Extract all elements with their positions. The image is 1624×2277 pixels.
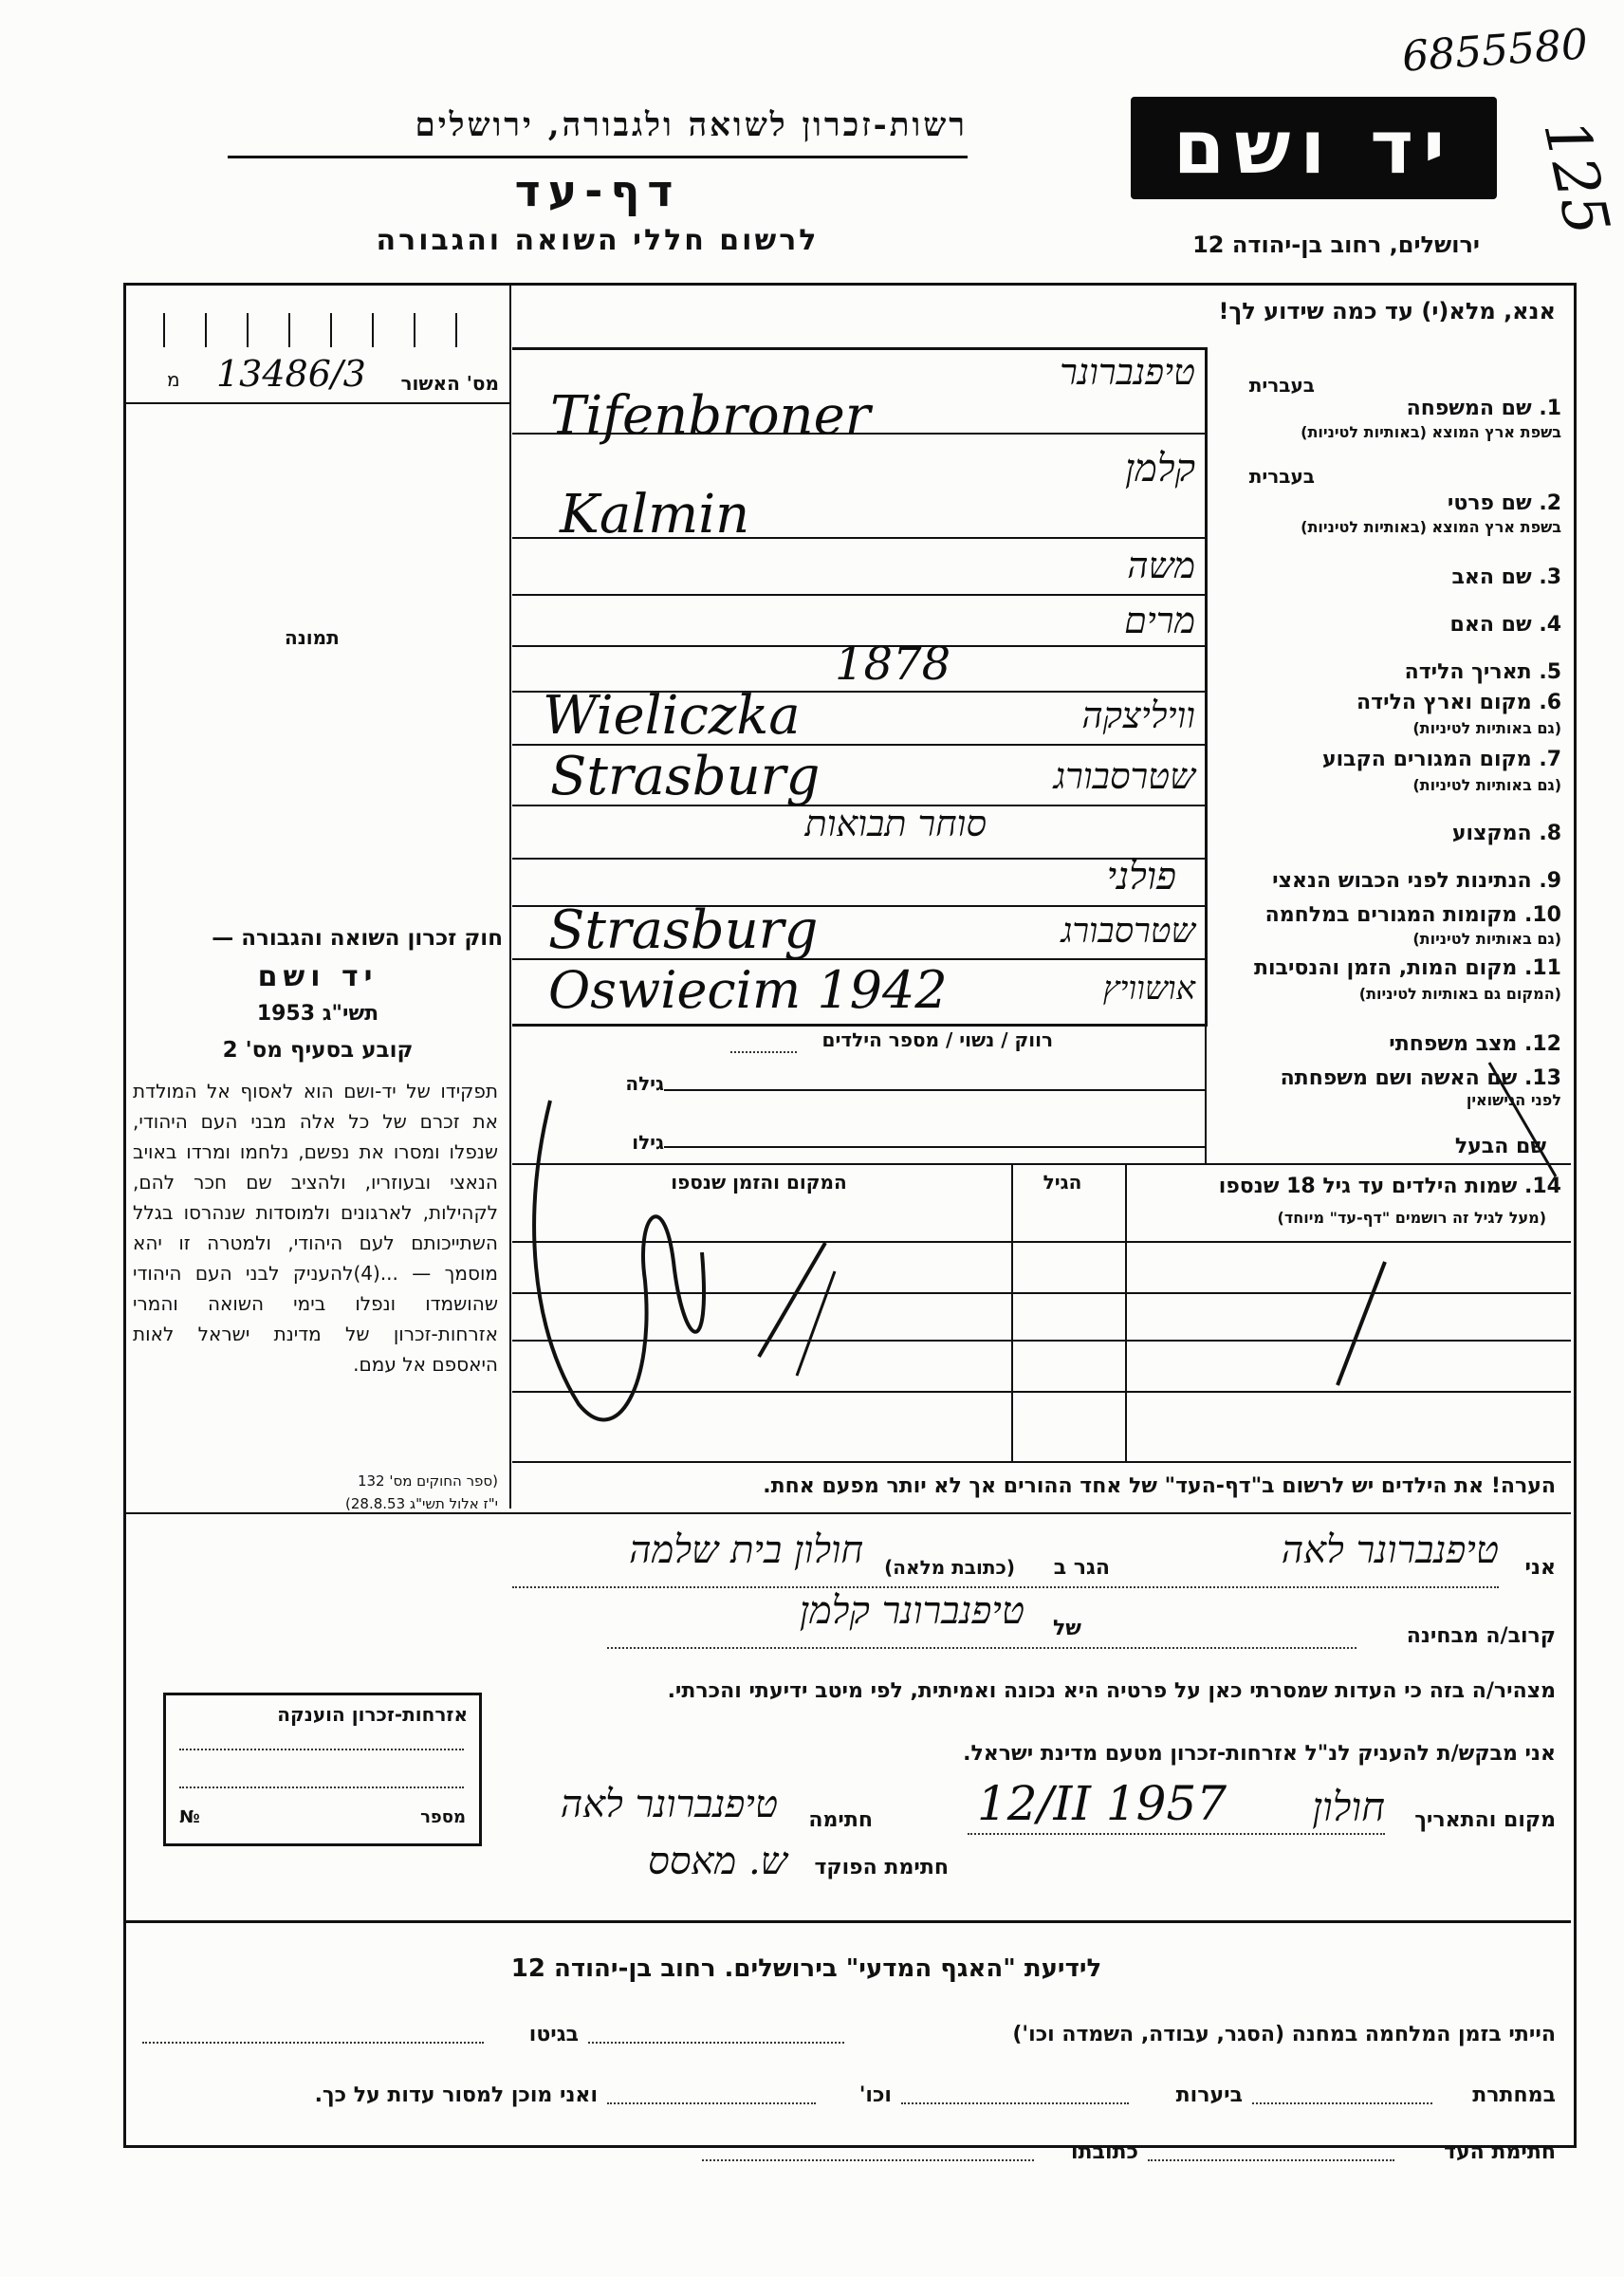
- decl-relation-value: טיפנברונר קלמן: [799, 1589, 1024, 1633]
- cross-out-strokes: [512, 1044, 1571, 1461]
- field-children-label: 14. שמות הילדים עד גיל 18 שנספו: [1218, 1175, 1561, 1198]
- note-text: הערה! את הילדים יש לרשום ב"דף-העד" של אחד ההורים אך לא יותר מפעם אחת.: [763, 1474, 1556, 1498]
- decl-officer-label: חתימת הפוקד: [814, 1856, 949, 1879]
- field-death-sub: (המקום גם באותיות לטיניות): [1358, 985, 1561, 1003]
- decl-statement: מצהיר/ה בזה כי העדות שמסרתי כאן על פרטיה היא נכונה ואמיתית, לפי מיטב ידיעתי והכרתי.: [667, 1679, 1556, 1703]
- footer-title: לידיעת "האגף המדעי" בירושלים. רחוב בן-יהודה 12: [510, 1954, 1102, 1983]
- decl-address-value: חולון בית שלמה: [629, 1528, 863, 1572]
- field-birthplace-latin: Wieliczka: [543, 685, 801, 747]
- memorial-citizenship-stamp: [163, 1693, 482, 1846]
- field-residence-heb: שטרסבורג: [1053, 755, 1195, 797]
- decl-request: אני מבקש/ת להעניק לנ"ל אזרחות-זכרון מטעם מדינת ישראל.: [963, 1742, 1556, 1766]
- field-mother-label: 4. שם האם: [1449, 613, 1561, 637]
- decl-place-value: חולון: [1312, 1784, 1385, 1830]
- decl-name-value: טיפנברונר לאה: [1281, 1528, 1499, 1572]
- authority-line: רשות-זכרון לשואה ולגבורה, ירושלים: [415, 106, 968, 144]
- intro-text: אנא, מלא(י) עד כמה שידוע לך!: [1218, 298, 1556, 324]
- field-marital-options: רווק / נשוי / מספר הילדים: [821, 1028, 1053, 1051]
- law-source-1: (ספר החוקים מס' 132: [357, 1472, 498, 1490]
- field-occupation-value: סוחר תבואות: [804, 803, 987, 844]
- footer-line2-c: וכו': [858, 2083, 892, 2107]
- field-death-latin: Oswiecim 1942: [548, 960, 948, 1020]
- field-firstname-label: 2. שם פרטי: [1447, 491, 1561, 515]
- field-father-label: 3. שם האב: [1451, 565, 1561, 589]
- footer-line1-b: בגיטו: [528, 2023, 579, 2046]
- field-residence-latin: Strasburg: [550, 746, 821, 807]
- record-number-label: מס' האשור: [400, 372, 499, 395]
- law-section: קובע בסעיף מס' 2: [222, 1038, 414, 1063]
- stamp-no: №: [179, 1807, 200, 1827]
- decl-signature-label: חתימה: [808, 1808, 873, 1832]
- footer-line2-a: במחתרת: [1472, 2083, 1556, 2107]
- decl-signature-value: טיפנברונר לאה: [560, 1783, 778, 1826]
- field-birthplace-heb: וויליצקה: [1081, 694, 1195, 736]
- gila-label: גילה: [625, 1072, 664, 1095]
- field-birthplace-sub: (גם באותיות לטיניות): [1412, 719, 1561, 737]
- field-wife-label: 13. שם האשה ושם משפחתה: [1280, 1066, 1561, 1090]
- law-year: תשי"ג 1953: [256, 1002, 379, 1026]
- footer-line2-b: ביערות: [1175, 2083, 1243, 2107]
- sidebar-divider: [509, 285, 511, 1509]
- field-mother-value: מרים: [1124, 600, 1195, 641]
- header-rule: [228, 156, 968, 158]
- tick-row: [142, 313, 503, 351]
- col-place: המקום והזמן שנספו: [671, 1171, 847, 1194]
- decl-resides: הגר ב: [1053, 1556, 1110, 1580]
- field-death-label: 11. מקום המות, הזמן והנסיבות: [1253, 956, 1561, 980]
- field-wife-sub: לפני הנישואין: [1466, 1091, 1561, 1109]
- stamp-number-label: מספר: [420, 1807, 466, 1827]
- field-marital-label: 12. מצב משפחתי: [1389, 1032, 1561, 1056]
- field-citizenship-value: פולני: [1106, 855, 1176, 898]
- field-father-value: משה: [1127, 545, 1195, 586]
- logo-text: יד ושם: [1172, 105, 1455, 191]
- law-logo: יד ושם: [257, 960, 378, 993]
- field-wartime-residence-latin: Strasburg: [548, 899, 819, 961]
- field-firstname-sub: בשפת ארץ המוצא (באותיות לטיניות): [1301, 518, 1561, 536]
- law-source-2: י"ז אלול תשי"ג 28.8.53): [345, 1495, 498, 1512]
- heb-label-2: בעברית: [1248, 465, 1315, 488]
- law-text: תפקידו של יד-ושם הוא לאסוף אל המולדת את זכרם של כל אלה מבני העם היהודי, שנפלו ומסרו את נפשם, נלחמו ומרדו באויב הנאצי ובעוזריו, ולהציב שם חכר להם, לקהילות, לארגונים ולמוסדות שנהרסו בגלל השתייכותם לעם היהודי, ולמטרה זו יהא מוסמך — ...(4)להעניק לבני העם היהודי שהושמדו ונפלו בימי השואה והמרי אזרחות-זכרון של מדינת ישראל לאות היאספם אל עמם.: [133, 1080, 498, 1376]
- stamp-title: אזרחות-זכרון הוענקה: [277, 1703, 468, 1726]
- decl-place-date-label: מקום והתאריך: [1414, 1808, 1556, 1832]
- field-firstname-latin: Kalmin: [560, 484, 750, 546]
- record-number-value: 13486/3: [216, 353, 366, 395]
- field-birthdate-value: 1878: [835, 638, 951, 691]
- decl-relation-label: קרוב/ה מבחינה: [1406, 1624, 1556, 1648]
- heb-label-1: בעברית: [1248, 374, 1315, 397]
- field-death-heb: אושוויץ: [1102, 970, 1195, 1008]
- photo-label: תמונה: [285, 626, 340, 649]
- footer-line3-a: חתימת העד: [1444, 2140, 1556, 2164]
- page-annotation: 125: [1529, 113, 1622, 242]
- field-firstname-heb: קלמן: [1124, 447, 1195, 491]
- decl-shel: של: [1053, 1617, 1081, 1640]
- field-surname-heb: טיפנברונר: [1060, 351, 1195, 393]
- decl-ani: אני: [1524, 1556, 1556, 1580]
- field-wartime-residence-label: 10. מקומות המגורים במלחמה: [1264, 903, 1561, 927]
- header-address: ירושלים, רחוב בן-יהודה 12: [1192, 231, 1480, 258]
- footer-line1-a: הייתי בזמן המלחמה במחנה (הסגר, עבודה, השמדה וכו'): [1012, 2023, 1556, 2046]
- field-wartime-residence-heb: שטרסבורג: [1061, 912, 1195, 951]
- field-surname-sub: בשפת ארץ המוצא (באותיות לטיניות): [1301, 423, 1561, 441]
- law-title: חוק זכרון השואה והגבורה —: [212, 926, 503, 951]
- decl-date-value: 12/II 1957: [977, 1776, 1227, 1831]
- field-wartime-residence-sub: (גם באותיות לטיניות): [1412, 930, 1561, 948]
- form-subtitle: לרשום חללי השואה והגבורה: [376, 224, 820, 257]
- gilo-label: גילו: [632, 1131, 664, 1154]
- field-residence-label: 7. מקום המגורים הקבוע: [1321, 748, 1561, 771]
- field-children-sub: (מעל לגיל זה רושמים "דף-עד" מיוחד): [1277, 1209, 1546, 1227]
- col-age: הגיל: [1043, 1171, 1082, 1194]
- field-birthplace-label: 6. מקום וארץ הלידה: [1356, 691, 1561, 714]
- field-husband-label: שם הבעל: [1454, 1135, 1546, 1158]
- field-surname-label: 1. שם המשפחה: [1406, 397, 1561, 420]
- form-title: דף-עד: [514, 165, 681, 216]
- field-citizenship-label: 9. הנתינות לפני הכבוש הנאצי: [1272, 869, 1561, 893]
- footer-line2-d: ואני מוכן למסור עדות על כך.: [314, 2083, 598, 2107]
- logo: [1131, 97, 1497, 199]
- decl-officer-value: ש. מאסס: [648, 1840, 787, 1883]
- field-occupation-label: 8. המקצוע: [1451, 822, 1561, 845]
- decl-full-address: (כתובת מלאה): [884, 1556, 1015, 1579]
- field-surname-latin: Tifenbroner: [550, 385, 871, 447]
- record-no-mark: מ: [167, 368, 180, 391]
- field-birthdate-label: 5. תאריך הלידה: [1404, 660, 1561, 684]
- footer-line3-b: כתובתו: [1070, 2140, 1138, 2164]
- archive-number: 6855580: [1400, 20, 1590, 82]
- field-residence-sub: (גם באותיות לטיניות): [1412, 776, 1561, 794]
